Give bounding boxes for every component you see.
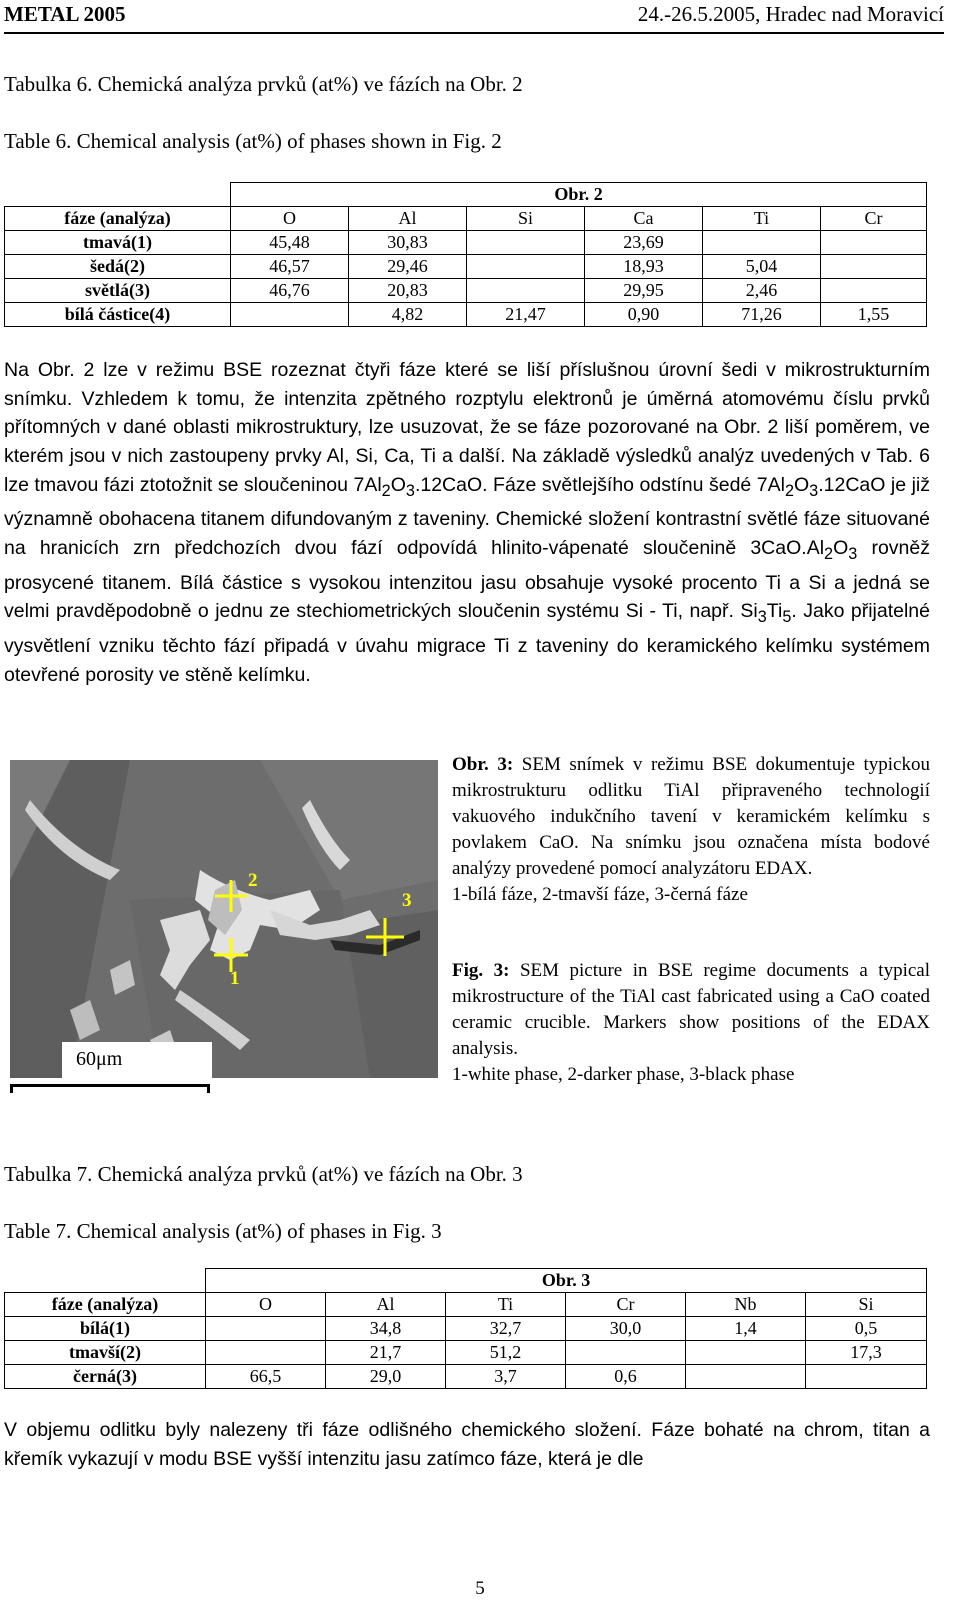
table6-cell [821,231,927,255]
analysis-markers [10,760,438,1078]
marker-1-crosshair [214,938,248,972]
table6-header-cell: Ca [585,207,703,231]
table7 [4,1268,927,1389]
table-row [5,1365,927,1389]
table7-header-cell: Nb [686,1293,806,1317]
body-paragraph-2: V objemu odlitku byly nalezeny tři fáze odlišného chemického složení. Fáze bohaté na chrom, titan a křemík vykazují v modu BSE vyšší intenzitu jasu zatímco fáze, která je dle [4,1419,930,1470]
table6 [4,182,927,327]
table6-cell [231,303,349,327]
marker-1-label: 1 [230,968,240,989]
body-paragraph-1: Na Obr. 2 lze v režimu BSE rozeznat čtyři fáze které se liší příslušnou úrovní šedi v mikrostrukturním snímku. Vzhledem k tomu, že intenzita zpětného rozptylu elektronů je úměrná atomovému číslu prvků přítomných v dané oblasti mikrostruktury, lze usuzovat, že se fáze pozorované na Obr. 2 liší poměrem, ve kterém jsou v nich zastoupeny prvky Al, Si, Ca, Ti a další. Na základě výsledků analýz uvedených v Tab. 6 lze tmavou fázi ztotožnit se sloučeninou $7Al_2O_3.12CaO$. Fáze světlejšího odstínu šedé $7Al_2O_3.12CaO$ je již významně obohacena titanem difundovaným z taveniny. Chemické složení kontrastní světlé fáze situované na hranicích zrn předchozích dvou fází odpovídá hlinito-vápenaté sloučenině $3CaO.Al_2O_3$ rovněž prosycené titanem. Bílá částice s vysokou intenzitou jasu obsahuje vysoké procento Ti a Si a jedná se velmi pravděpodobně o jednu ze stechiometrických sloučenin systému Si - Ti, např. $Si_3Ti_5$. Jako přijatelné vysvětlení vzniku těchto fází připadá v úvahu migrace Ti z taveniny do keramického kelímku systémem otevřené porosity ve stěně kelímku. [4,359,931,686]
conference-name: METAL 2005 [4,2,126,26]
table7-cell: 3,7 [446,1365,566,1389]
table-row [5,1269,927,1293]
table6-cell [821,255,927,279]
table7-cell [686,1341,806,1365]
table6-cell: 21,47 [467,303,585,327]
table6-cell: světlá(3) [5,279,231,303]
sem-micrograph [10,760,438,1078]
table6-header-cell: Cr [821,207,927,231]
table7-cell: tmavší(2) [5,1341,206,1365]
table6-cell: 29,46 [349,255,467,279]
table6-cell: 71,26 [703,303,821,327]
marker-3-label: 3 [402,890,412,911]
table7-cell: 51,2 [446,1341,566,1365]
table7-cell: 30,0 [566,1317,686,1341]
figure-caption-en: Fig. 3: SEM picture in BSE regime documents a typical mikrostructure of the TiAl cast fabricated using a CaO coated ceramic crucible. Markers show positions of the EDAX analysis. 1-white phase, 2-darker phase, 3-black phase [452,960,930,1085]
table6-cell: 45,48 [231,231,349,255]
table7-cell: 0,6 [566,1365,686,1389]
table6-cell: bílá částice(4) [5,303,231,327]
table-row [5,279,927,303]
scale-label: 60μm [76,1048,123,1070]
table6-caption-cz: Tabulka 6. Chemická analýza prvků (at%) ve fázích na Obr. 2 [4,72,523,96]
table6-cell: 1,55 [821,303,927,327]
table7-cell: 21,7 [326,1341,446,1365]
table-row [5,183,927,207]
table6-caption-en: Table 6. Chemical analysis (at%) of phases shown in Fig. 2 [4,129,502,153]
table6-cell [467,279,585,303]
table6-cell: 2,46 [703,279,821,303]
table7-cell: černá(3) [5,1365,206,1389]
table6-cell [467,231,585,255]
table7-cell: 32,7 [446,1317,566,1341]
table7-cell: 1,4 [686,1317,806,1341]
table7-cell: 66,5 [206,1365,326,1389]
table6-header-cell: Al [349,207,467,231]
table6-header-cell: Ti [703,207,821,231]
table6-cell: tmavá(1) [5,231,231,255]
table7-cell [806,1365,927,1389]
table6-cell: 46,57 [231,255,349,279]
conference-date-place: 24.-26.5.2005, Hradec nad Moravicí [637,2,944,26]
table6-cell: 30,83 [349,231,467,255]
page-header [4,2,944,34]
page-number: 5 [475,1578,485,1599]
table6-header-cell: Si [467,207,585,231]
table6-cell: 29,95 [585,279,703,303]
table-row [5,1317,927,1341]
table7-cell [686,1365,806,1389]
table7-caption-en: Table 7. Chemical analysis (at%) of phases in Fig. 3 [4,1219,442,1243]
table7-cell [206,1317,326,1341]
table6-cell: 23,69 [585,231,703,255]
table6-cell [467,255,585,279]
table7-caption-cz: Tabulka 7. Chemická analýza prvků (at%) ve fázích na Obr. 3 [4,1162,523,1186]
table6-cell: 0,90 [585,303,703,327]
table7-cell [566,1341,686,1365]
table7-header-cell: Al [326,1293,446,1317]
table7-header-cell: O [206,1293,326,1317]
table7-cell [206,1341,326,1365]
table-row [5,255,927,279]
table7-group-header: Obr. 3 [206,1269,927,1293]
table6-header-cell: O [231,207,349,231]
table7-cell: 34,8 [326,1317,446,1341]
table-header-row [5,1293,927,1317]
marker-3-crosshair [366,918,404,956]
scale-bar [10,1062,210,1092]
table6-cell: 20,83 [349,279,467,303]
table-row [5,303,927,327]
table6-cell: šedá(2) [5,255,231,279]
marker-2-crosshair [215,880,247,912]
table7-cell: 0,5 [806,1317,927,1341]
table6-cell [703,231,821,255]
table7-cell: 17,3 [806,1341,927,1365]
table6-header-cell: fáze (analýza) [5,207,231,231]
table7-header-cell: fáze (analýza) [5,1293,206,1317]
table6-cell: 18,93 [585,255,703,279]
table-row [5,1341,927,1365]
table6-cell: 46,76 [231,279,349,303]
table-row [5,231,927,255]
table-header-row [5,207,927,231]
table7-cell: bílá(1) [5,1317,206,1341]
table6-cell: 5,04 [703,255,821,279]
table7-cell: 29,0 [326,1365,446,1389]
figure-caption-cz: Obr. 3: SEM snímek v režimu BSE dokumentuje typickou mikrostrukturu odlitku TiAl připraveného technologií vakuového indukčního tavení v keramickém kelímku s povlakem CaO. Na snímku jsou označena místa bodové analýzy provedené pomocí analyzátoru EDAX. 1-bílá fáze, 2-tmavší fáze, 3-černá fáze [452,754,930,905]
table6-cell [821,279,927,303]
table7-header-cell: Si [806,1293,927,1317]
table6-group-header: Obr. 2 [231,183,927,207]
table7-header-cell: Cr [566,1293,686,1317]
marker-2-label: 2 [248,870,258,891]
table6-cell: 4,82 [349,303,467,327]
table7-header-cell: Ti [446,1293,566,1317]
